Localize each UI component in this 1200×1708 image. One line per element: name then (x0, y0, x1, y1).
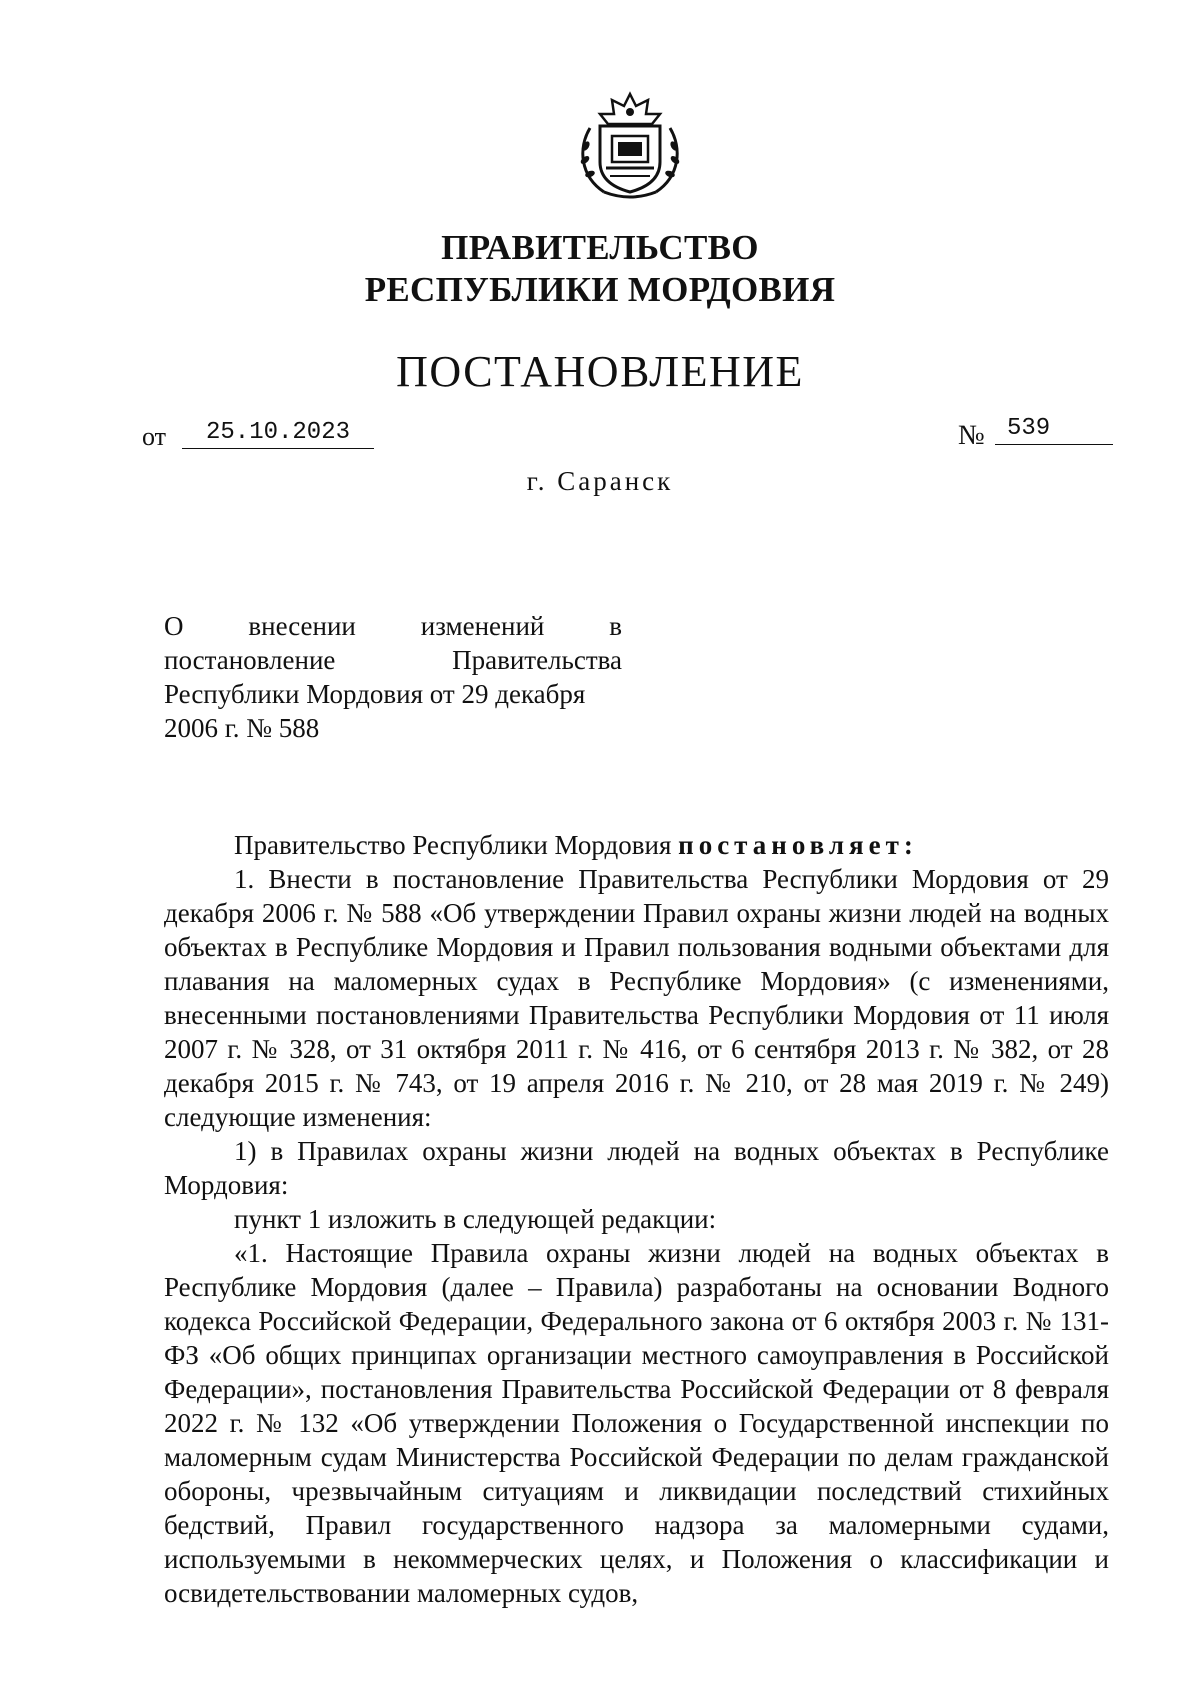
paragraph-3: пункт 1 изложить в следующей редакции: (234, 1204, 717, 1234)
intro-resolves: постановляет: (678, 830, 918, 860)
number-label: № (958, 420, 985, 451)
document-type-title: ПОСТАНОВЛЕНИЕ (396, 347, 804, 396)
intro-paragraph (164, 828, 1109, 862)
document-subject (164, 609, 622, 745)
paragraph-4: «1. Настоящие Правила охраны жизни людей на водных объектах в Республике Мордовия (далее – Правила) разработаны на основании Водного кодекса Российской Федерации, Федерального закона от 6 октября 2003 г. № 131-ФЗ «Об общих принципах организации местного самоуправления в Российской Федерации», постановления Правительства Российской Федерации от 8 февраля 2022 г. № 132 «Об утверждении Положения о Государственной инспекции по маломерным судам Министерства Российской Федерации по делам гражданской обороны, чрезвычайным ситуациям и ликвидации последствий стихийных бедствий, Правил государственного надзора за маломерными судами, используемыми в некоммерческих целях, и Положения о классификации и освидетельствовании маломерных судов, (164, 1238, 1109, 1608)
subject-line-1: О внесении изменений в (164, 611, 622, 641)
subject-line-2: постановление Правительства (164, 645, 622, 675)
coat-of-arms-emblem (570, 88, 690, 206)
city-name: г. Саранск (526, 466, 674, 496)
paragraph-1: 1. Внести в постановление Правительства Республики Мордовия от 29 декабря 2006 г. № 588 «Об утверждении Правил охраны жизни людей на водных объектах в Республике Мордовия и Правил пользования водными объектами для плавания на маломерных судах в Республике Мордовия» (с изменениями, внесенными постановлениями Правительства Республики Мордовия от 11 июля 2007 г. № 328, от 31 октября 2011 г. № 416, от 6 сентября 2013 г. № 382, от 28 декабря 2015 г. № 743, от 19 апреля 2016 г. № 210, от 28 мая 2019 г. № 249) следующие изменения: (164, 864, 1109, 1132)
paragraph-2: 1) в Правилах охраны жизни людей на водных объектах в Республике Мордовия: (164, 1136, 1109, 1200)
government-name-line-2: РЕСПУБЛИКИ МОРДОВИЯ (364, 270, 836, 309)
document-body (164, 828, 1109, 1610)
government-name-line-1: ПРАВИТЕЛЬСТВО (441, 228, 759, 267)
date-label: от (142, 422, 167, 451)
document-date: 25.10.2023 (182, 418, 374, 449)
subject-line-4: 2006 г. № 588 (164, 713, 320, 743)
intro-text: Правительство Республики Мордовия (234, 830, 672, 860)
document-number: 539 (995, 414, 1113, 445)
subject-line-3: Республики Мордовия от 29 декабря (164, 679, 586, 709)
